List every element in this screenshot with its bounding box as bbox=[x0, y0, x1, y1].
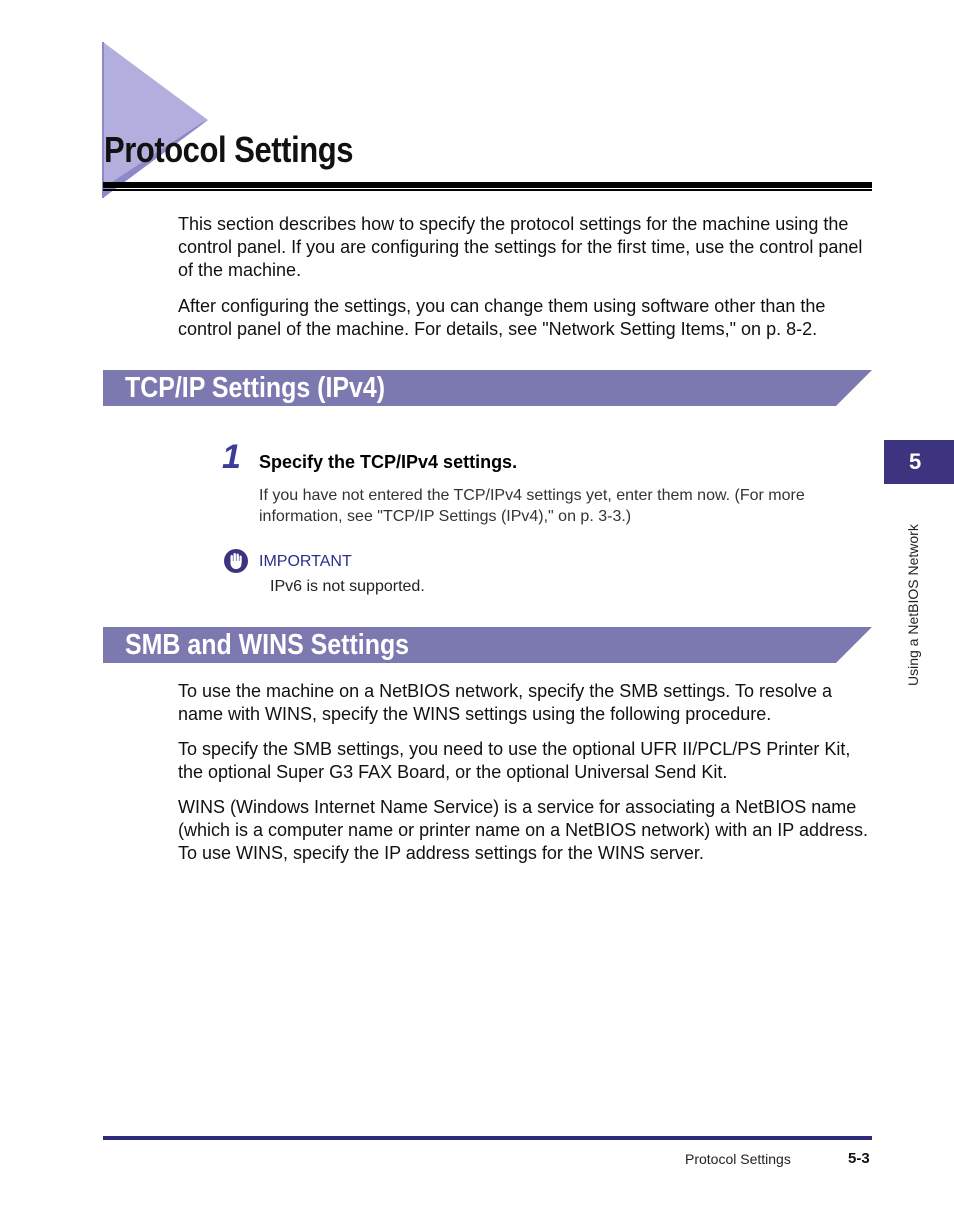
smb-paragraph: WINS (Windows Internet Name Service) is a service for associating a NetBIOS name (which is a computer name or printer name on a NetBIOS network) with an IP address. To use WINS, specify the IP address settings for the WINS server. bbox=[178, 797, 868, 863]
chapter-title: Using a NetBIOS Network bbox=[905, 524, 921, 686]
section-heading: TCP/IP Settings (IPv4) bbox=[125, 372, 386, 404]
intro bbox=[178, 213, 872, 341]
title-rule bbox=[103, 182, 872, 188]
footer-page-number: 5-3 bbox=[848, 1150, 870, 1167]
step-description: If you have not entered the TCP/IPv4 settings yet, enter them now. (For more information, see "TCP/IP Settings (IPv4)," on p. 3-3.) bbox=[259, 487, 805, 525]
title-decoration bbox=[100, 42, 210, 202]
chapter-number: 5 bbox=[909, 449, 922, 474]
important-label: IMPORTANT bbox=[259, 553, 352, 570]
title-rule-thin bbox=[103, 189, 872, 191]
smb-body bbox=[178, 680, 872, 865]
important-text: IPv6 is not supported. bbox=[270, 578, 425, 595]
footer-section-title: Protocol Settings bbox=[685, 1151, 791, 1167]
section-banner-tcpip bbox=[103, 370, 872, 406]
section-heading: SMB and WINS Settings bbox=[125, 629, 410, 661]
intro-paragraph: This section describes how to specify the protocol settings for the machine using the control panel. If you are configuring the settings for the first time, use the control panel of the machine. bbox=[178, 214, 863, 280]
footer-rule bbox=[103, 1136, 872, 1140]
step-title: Specify the TCP/IPv4 settings. bbox=[259, 452, 518, 472]
page-title: Protocol Settings bbox=[104, 129, 353, 170]
smb-paragraph: To specify the SMB settings, you need to use the optional UFR II/PCL/PS Printer Kit, the optional Super G3 FAX Board, or the optional Universal Send Kit. bbox=[178, 739, 851, 782]
step-number: 1 bbox=[222, 438, 241, 476]
hand-stop-icon bbox=[223, 548, 249, 574]
smb-paragraph: To use the machine on a NetBIOS network, specify the SMB settings. To resolve a name with WINS, specify the WINS settings using the following procedure. bbox=[178, 681, 832, 724]
chapter-tab[interactable] bbox=[884, 440, 954, 484]
section-banner-smb bbox=[103, 627, 872, 663]
intro-paragraph: After configuring the settings, you can change them using software other than the control panel of the machine. For details, see "Network Setting Items," on p. 8-2. bbox=[178, 296, 826, 339]
